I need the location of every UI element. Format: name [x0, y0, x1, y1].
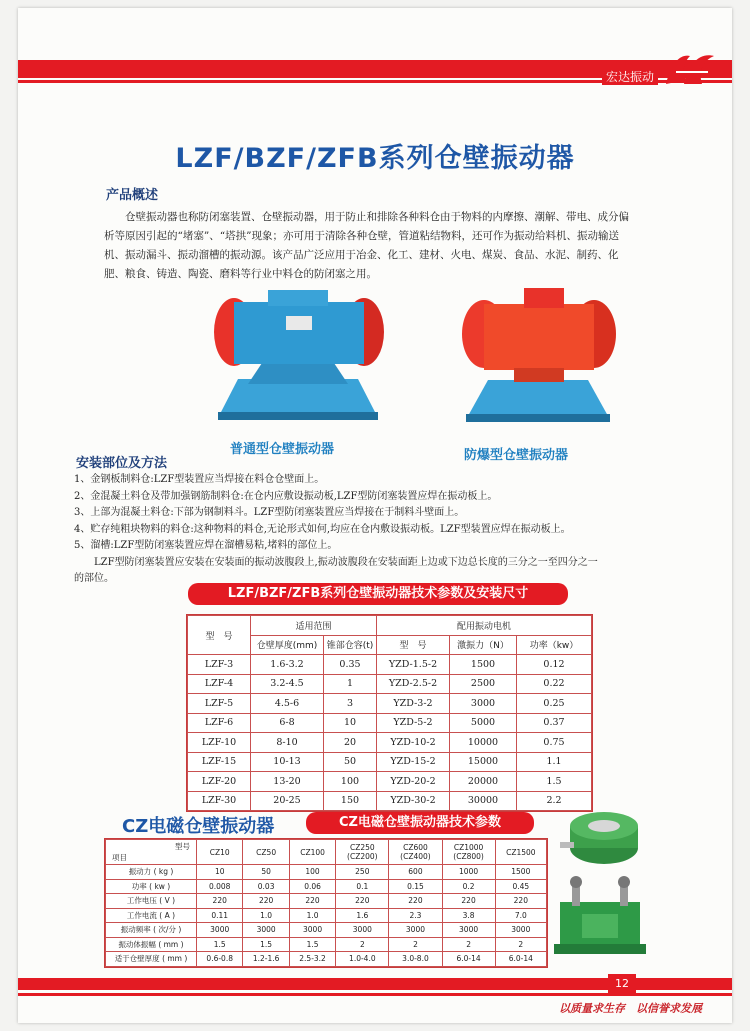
cz-model-header: CZ1000 (CZ800): [442, 840, 495, 865]
table-cell: YZD-15-2: [377, 752, 450, 772]
table-cell: 220: [197, 894, 243, 909]
table-cell: 600: [389, 865, 442, 880]
explosion-proof-vibrator-caption: 防爆型仓壁振动器: [464, 448, 569, 463]
table-row: [106, 937, 547, 952]
brand-name: 宏达振动: [602, 68, 658, 85]
table-cell: 2.2: [517, 791, 592, 811]
table-cell: 220: [289, 894, 335, 909]
table-cell: 0.2: [442, 879, 495, 894]
table-cell: 220: [442, 894, 495, 909]
table-cell: YZD-5-2: [377, 713, 450, 733]
table-cell: 1.6: [336, 908, 389, 923]
table-cell: 3.8: [442, 908, 495, 923]
cz-model-header: CZ10: [197, 840, 243, 865]
col-power: 功率（kw）: [517, 635, 592, 655]
table-cell: YZD-30-2: [377, 791, 450, 811]
overview-heading: 产品概述: [106, 188, 159, 203]
install-text: 1、金钢板制料仓:LZF型装置应当焊接在料仓仓壁面上。 2、金混凝土料仓及带加强钢筋制料仓:在仓内应敷设振动板,LZF型防闭塞装置应焊在振动板上。 3、上部为混凝土料仓:下部为钢制料斗。LZF型防闭塞装置应当焊接在于制料斗壁面上。 4、贮存纯粗块物料的料仓:这种物料的料仓,无论形式如何,均应在仓内敷设振动板。LZF型装置应焊在振动板上。 5、溜槽:LZF型防闭塞装置应焊在溜槽易粘,堵料的部位上。 LZF型防闭塞装置应安装在安装面的振动波腹段上,振动波腹段在安装面距上边或下边总长度的三分之一至四分之一 的部位。: [74, 474, 598, 584]
table-cell: 1.0-4.0: [336, 952, 389, 967]
table-cell: 8-10: [251, 733, 324, 753]
col-motor: 配用振动电机: [377, 616, 592, 636]
table-cell: 4.5-6: [251, 694, 324, 714]
cz-spec-table: [104, 838, 548, 968]
explosion-proof-vibrator-image: [458, 284, 618, 434]
table-cell: YZD-10-2: [377, 733, 450, 753]
table-cell: 0.008: [197, 879, 243, 894]
table-cell: 3000: [289, 923, 335, 938]
table-row: [106, 865, 547, 880]
table-cell: 0.45: [495, 879, 546, 894]
table-cell: 1.6-3.2: [251, 655, 324, 675]
table-cell: 6.0-14: [495, 952, 546, 967]
table-cell: 0.35: [324, 655, 377, 675]
cz-row-label: 振动体振幅 ( mm ): [106, 937, 197, 952]
table-cell: 15000: [450, 752, 517, 772]
cz-banner: CZ电磁仓壁振动器技术参数: [306, 812, 534, 834]
cz-model-header: CZ1500: [495, 840, 546, 865]
table-cell: 50: [324, 752, 377, 772]
table-row: [188, 713, 592, 733]
col-model: 型 号: [188, 616, 251, 655]
col-force: 激振力（N）: [450, 635, 517, 655]
table-cell: 1.5: [243, 937, 289, 952]
table-cell: 20: [324, 733, 377, 753]
table-cell: 2: [336, 937, 389, 952]
table-cell: LZF-5: [188, 694, 251, 714]
table-cell: 10: [197, 865, 243, 880]
table-cell: 0.22: [517, 674, 592, 694]
col-capacity: 锥部仓容(t): [324, 635, 377, 655]
table-cell: 3.2-4.5: [251, 674, 324, 694]
table-row: [188, 694, 592, 714]
table-cell: 6-8: [251, 713, 324, 733]
table-cell: 3000: [442, 923, 495, 938]
table-cell: LZF-10: [188, 733, 251, 753]
table-cell: 1.0: [243, 908, 289, 923]
table-cell: LZF-3: [188, 655, 251, 675]
table-cell: 0.11: [197, 908, 243, 923]
table-cell: 0.25: [517, 694, 592, 714]
table-row: [188, 674, 592, 694]
col-thickness: 仓壁厚度(mm): [251, 635, 324, 655]
table-cell: 3000: [495, 923, 546, 938]
table-cell: 0.6-0.8: [197, 952, 243, 967]
table-row: [106, 923, 547, 938]
table-cell: 1.5: [517, 772, 592, 792]
standard-vibrator-caption: 普通型仓壁振动器: [230, 442, 335, 457]
table-cell: 2: [495, 937, 546, 952]
table-row: [106, 908, 547, 923]
cz-header-corner: 型号 项目: [106, 840, 197, 865]
table-cell: 3000: [336, 923, 389, 938]
table-cell: 150: [324, 791, 377, 811]
table-cell: LZF-15: [188, 752, 251, 772]
table-cell: 220: [495, 894, 546, 909]
table-cell: 3000: [450, 694, 517, 714]
overview-text: 仓壁振动器也称防闭塞装置、仓壁振动器，用于防止和排除各种料仓由于物料的内摩擦、潮解、带电、成分偏 析等原因引起的“堵塞”、“塔拱”现象；亦可用于清除各种仓壁，管道粘结物料，还可作为振动给料机、振动输送 机、振动漏斗、振动溜槽的振动源。该产品广泛应用于冶金、化工、建材、火电、煤炭、食品、水泥、制药、化 肥、粮食、铸造、陶瓷、磨料等行业中料仓的防闭塞之用。: [104, 211, 629, 280]
col-range: 适用范围: [251, 616, 377, 636]
table-cell: 50: [243, 865, 289, 880]
cz-model-header: CZ100: [289, 840, 335, 865]
lzf-spec-table: [186, 614, 593, 812]
table-cell: YZD-3-2: [377, 694, 450, 714]
table-cell: 20000: [450, 772, 517, 792]
cz-model-header: CZ50: [243, 840, 289, 865]
table-cell: 0.03: [243, 879, 289, 894]
table-cell: 1500: [495, 865, 546, 880]
cz-row-label: 工作电压 ( V ): [106, 894, 197, 909]
table-row: [106, 879, 547, 894]
table-cell: 10-13: [251, 752, 324, 772]
table-cell: LZF-4: [188, 674, 251, 694]
table-cell: 2.5-3.2: [289, 952, 335, 967]
table-row: [188, 752, 592, 772]
table-cell: 0.1: [336, 879, 389, 894]
cz-row-label: 工作电流 ( A ): [106, 908, 197, 923]
table-cell: 10: [324, 713, 377, 733]
table-cell: 10000: [450, 733, 517, 753]
cz-vibrator-box-image: [552, 874, 648, 960]
table-cell: 13-20: [251, 772, 324, 792]
table-row: [106, 894, 547, 909]
company-logo-icon: [662, 50, 718, 90]
standard-vibrator-image: [208, 284, 388, 434]
footer-slogan: 以质量求生存 以信誉求发展: [559, 1002, 702, 1015]
table-cell: 3000: [243, 923, 289, 938]
table-cell: 100: [289, 865, 335, 880]
cz-title: CZ电磁仓壁振动器: [122, 816, 275, 837]
table-cell: 1.5: [289, 937, 335, 952]
table-cell: 2: [389, 937, 442, 952]
table-cell: 2: [442, 937, 495, 952]
cz-model-header: CZ600 (CZ400): [389, 840, 442, 865]
table-cell: 5000: [450, 713, 517, 733]
page-title: LZF/BZF/ZFB系列仓壁振动器: [175, 143, 575, 174]
page-number: 12: [608, 974, 636, 994]
table-cell: 220: [389, 894, 442, 909]
table-cell: 3000: [389, 923, 442, 938]
table-row: [188, 733, 592, 753]
table-cell: 250: [336, 865, 389, 880]
table-cell: 1.2-1.6: [243, 952, 289, 967]
table-cell: YZD-1.5-2: [377, 655, 450, 675]
cz-row-label: 功率 ( kw ): [106, 879, 197, 894]
table-cell: 7.0: [495, 908, 546, 923]
table-cell: 1500: [450, 655, 517, 675]
table-row: [188, 772, 592, 792]
cz-row-label: 振动频率 ( 次/分 ): [106, 923, 197, 938]
table-cell: 2.3: [389, 908, 442, 923]
table-cell: 1.0: [289, 908, 335, 923]
table-cell: 3.0-8.0: [389, 952, 442, 967]
table-cell: 2500: [450, 674, 517, 694]
cz-vibrator-round-image: [558, 808, 648, 870]
table-cell: 0.06: [289, 879, 335, 894]
cz-row-label: 振动力 ( kg ): [106, 865, 197, 880]
col-motor-type: 型 号: [377, 635, 450, 655]
table-cell: 220: [243, 894, 289, 909]
table-cell: LZF-30: [188, 791, 251, 811]
table-cell: YZD-20-2: [377, 772, 450, 792]
table-cell: 30000: [450, 791, 517, 811]
table-cell: LZF-20: [188, 772, 251, 792]
table-cell: 3: [324, 694, 377, 714]
install-heading: 安装部位及方法: [76, 456, 168, 471]
table-row: [188, 655, 592, 675]
table-cell: LZF-6: [188, 713, 251, 733]
table-cell: 1.1: [517, 752, 592, 772]
table-cell: YZD-2.5-2: [377, 674, 450, 694]
table-cell: 20-25: [251, 791, 324, 811]
brochure-page: [18, 8, 732, 1023]
table-cell: 1.5: [197, 937, 243, 952]
table-cell: 0.12: [517, 655, 592, 675]
table-cell: 220: [336, 894, 389, 909]
table-cell: 100: [324, 772, 377, 792]
cz-row-label: 适于仓壁厚度 ( mm ): [106, 952, 197, 967]
table-cell: 0.75: [517, 733, 592, 753]
table-cell: 0.15: [389, 879, 442, 894]
table-cell: 3000: [197, 923, 243, 938]
table-cell: 6.0-14: [442, 952, 495, 967]
table-cell: 1000: [442, 865, 495, 880]
table-cell: 0.37: [517, 713, 592, 733]
table1-banner: LZF/BZF/ZFB系列仓壁振动器技术参数及安装尺寸: [188, 583, 568, 605]
table-cell: 1: [324, 674, 377, 694]
cz-model-header: CZ250 (CZ200): [336, 840, 389, 865]
table-row: [106, 952, 547, 967]
table-row: [188, 791, 592, 811]
